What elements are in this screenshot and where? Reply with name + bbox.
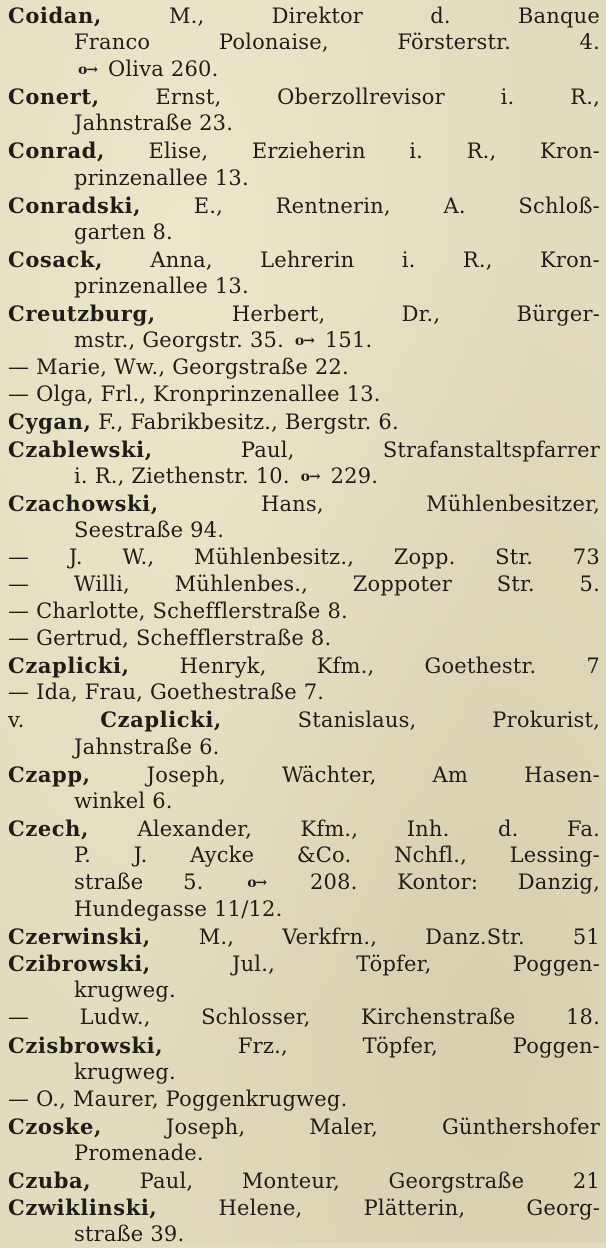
- entry-word: Jahnstraße: [74, 111, 193, 136]
- entry-word: Kfm.,: [300, 816, 359, 841]
- entry-word: A.: [443, 193, 466, 218]
- entry-surname: Czisbrowski,: [8, 1032, 164, 1058]
- entry-word: Anna,: [150, 247, 213, 272]
- entry-line: [8, 815, 600, 842]
- telephone-icon: o→: [294, 333, 314, 350]
- entry-word: Hundegasse: [74, 897, 208, 922]
- entry-line: [8, 706, 600, 733]
- entry-word: 8.: [310, 626, 332, 651]
- entry-word: Herbert,: [231, 302, 326, 327]
- entry-line: [8, 56, 600, 83]
- entry-word: Kron-: [539, 139, 600, 164]
- entry-word: Str.: [495, 544, 534, 569]
- entry-line: [8, 2, 600, 29]
- entry-word: 4.: [579, 30, 600, 55]
- directory-entry: [8, 436, 600, 490]
- entry-line: [8, 679, 600, 706]
- directory-entry: [8, 490, 600, 544]
- entry-word: Inh.: [406, 816, 450, 841]
- entry-line: [8, 1004, 600, 1031]
- entry-word: —: [8, 382, 30, 407]
- entry-word: 260.: [170, 57, 219, 82]
- entry-word: Georg-: [526, 1196, 600, 1221]
- directory-entry: [8, 246, 600, 300]
- entry-word: Stanislaus,: [297, 708, 417, 733]
- entry-surname: Conert,: [8, 84, 100, 110]
- entry-word: Seestraße: [74, 517, 184, 542]
- entry-word: Bürger-: [516, 302, 600, 327]
- directory-entry: [8, 598, 600, 625]
- entry-word: Ida,: [36, 680, 78, 705]
- entry-word: d.: [498, 816, 519, 841]
- entry-word: Georgstraße: [388, 1169, 525, 1194]
- directory-entry: [8, 1086, 600, 1113]
- entry-word: Kron-: [539, 247, 600, 272]
- entry-word: Bergstr.: [284, 410, 372, 435]
- entry-word: 7: [586, 654, 600, 679]
- entry-word: 13.: [214, 165, 249, 190]
- entry-surname: Cygan,: [8, 409, 92, 435]
- directory-entry: [8, 950, 600, 1004]
- entry-line: [8, 1032, 600, 1059]
- entry-word: 51: [572, 925, 600, 950]
- entry-word: Hasen-: [524, 762, 600, 787]
- directory-entry: [8, 1167, 600, 1194]
- directory-entry: [8, 761, 600, 815]
- entry-word: Monteur,: [241, 1169, 340, 1194]
- entry-word: —: [8, 544, 30, 569]
- entry-word: Oberzollrevisor: [277, 85, 445, 110]
- entry-word: Charlotte,: [36, 599, 146, 624]
- entry-word: Schefflerstraße: [135, 626, 305, 651]
- entry-word: 8.: [152, 219, 173, 244]
- entry-word: Schloß-: [518, 193, 600, 218]
- entry-surname: Czibrowski,: [8, 951, 151, 977]
- entry-line: [8, 571, 600, 598]
- entry-word: Plätterin,: [363, 1196, 466, 1221]
- entry-line: [8, 490, 600, 517]
- entry-line: [8, 300, 600, 327]
- entry-line: [8, 381, 600, 408]
- entry-word: 13.: [346, 382, 381, 407]
- directory-entry: [8, 192, 600, 246]
- entry-word: Mühlenbesitzer,: [426, 491, 600, 516]
- entry-word: Maurer,: [72, 1086, 159, 1111]
- entry-line: [8, 734, 600, 761]
- entry-line: [8, 625, 600, 652]
- entry-word: i.: [500, 85, 515, 110]
- entry-word: Verkfrn.,: [282, 925, 378, 950]
- directory-entry: [8, 1194, 600, 1248]
- entry-word: R.,: [94, 463, 125, 488]
- entry-line: [8, 788, 600, 815]
- entry-line: [8, 29, 600, 56]
- entry-word: i.: [74, 463, 88, 488]
- entry-word: Poggen-: [512, 952, 600, 977]
- telephone-icon: o→: [247, 875, 267, 891]
- entry-word: 6.: [152, 788, 173, 813]
- entry-surname: Czerwinski,: [8, 924, 151, 950]
- entry-word: J.: [68, 544, 83, 569]
- entry-line: [8, 1113, 600, 1140]
- entry-word: i.: [409, 139, 424, 164]
- entry-line: [8, 110, 600, 137]
- entry-line: [8, 1167, 600, 1194]
- entry-word: Poggenkrugweg.: [165, 1086, 348, 1111]
- directory-entry: [8, 923, 600, 950]
- entry-word: Helene,: [218, 1196, 303, 1221]
- entry-word: Wächter,: [282, 762, 377, 787]
- entry-word: —: [8, 355, 30, 380]
- entry-line: [8, 192, 600, 219]
- entry-word: Jahnstraße: [74, 734, 193, 759]
- entry-surname: Czaplicki,: [100, 707, 222, 733]
- entry-line: [8, 354, 600, 381]
- entry-word: Henryk,: [179, 654, 267, 679]
- entry-word: F.,: [98, 410, 124, 435]
- entry-line: [8, 408, 600, 435]
- directory-entry: [8, 2, 600, 83]
- entry-word: Kronprinzenallee: [153, 382, 340, 407]
- entry-word: d.: [430, 4, 451, 28]
- entry-word: straße: [74, 870, 144, 894]
- entry-word: Georgstr.: [142, 328, 244, 353]
- entry-line: [8, 761, 600, 788]
- entry-word: P.: [74, 842, 91, 867]
- entry-line: [8, 246, 600, 273]
- entry-word: Willi,: [73, 571, 130, 596]
- directory-entry: [8, 300, 600, 354]
- entry-word: Dr.,: [401, 302, 441, 327]
- entry-word: Georgstraße: [172, 355, 308, 380]
- entry-word: krugweg.: [74, 978, 176, 1003]
- entry-line: [8, 436, 600, 463]
- entry-line: [8, 327, 600, 354]
- entry-line: [8, 273, 600, 300]
- entry-word: 22.: [314, 355, 349, 380]
- directory-entry: [8, 408, 600, 435]
- directory-entry: [8, 1004, 600, 1031]
- entry-word: mstr.,: [74, 328, 136, 353]
- entry-surname: Czaplicki,: [8, 653, 130, 679]
- entry-word: Frl.,: [100, 382, 147, 407]
- entry-word: Aycke: [190, 842, 255, 867]
- directory-entry: [8, 1113, 600, 1167]
- entry-word: Mühlenbes.,: [174, 571, 309, 596]
- entry-word: W.,: [122, 544, 155, 569]
- entry-word: Schefflerstraße: [152, 599, 321, 624]
- entry-line: [8, 1086, 600, 1113]
- entry-surname: Czuba,: [8, 1168, 92, 1194]
- entry-word: Försterstr.: [397, 30, 511, 55]
- entry-word: Gertrud,: [36, 626, 130, 651]
- entry-word: Maler,: [309, 1114, 378, 1139]
- entry-word: Elise,: [148, 139, 209, 164]
- entry-line: [8, 923, 600, 950]
- entry-word: Günthershofer: [441, 1114, 600, 1139]
- directory-entry: [8, 571, 600, 598]
- entry-line: [8, 544, 600, 571]
- entry-word: Joseph,: [165, 1114, 246, 1139]
- entry-word: Ww.,: [114, 355, 166, 380]
- entry-line: [8, 1194, 600, 1221]
- entry-word: O.,: [36, 1086, 67, 1111]
- entry-word: krugweg.: [74, 1059, 176, 1084]
- entry-word: Strafanstaltspfarrer: [382, 437, 600, 462]
- entry-word: Poggen-: [512, 1033, 600, 1058]
- entry-word: Prokurist,: [492, 708, 600, 733]
- entry-word: Kfm.,: [316, 654, 375, 679]
- entry-word: Rentnerin,: [275, 193, 391, 218]
- entry-word: 21: [572, 1169, 600, 1194]
- entry-word: 229.: [330, 463, 379, 488]
- entry-word: Am: [432, 762, 469, 787]
- entry-word: v.: [8, 708, 25, 733]
- directory-entry: [8, 706, 600, 760]
- entry-word: winkel: [74, 788, 146, 813]
- entry-word: Kontor:: [397, 870, 479, 894]
- entry-word: Schlosser,: [201, 1005, 311, 1030]
- entry-word: Franco: [74, 30, 151, 55]
- entry-word: 10.: [255, 463, 290, 488]
- entry-word: Hans,: [260, 491, 324, 516]
- entry-word: Danz.Str.: [425, 925, 525, 950]
- entry-word: Frau,: [84, 680, 144, 705]
- entry-word: Olga,: [36, 382, 94, 407]
- entry-surname: Czablewski,: [8, 436, 153, 462]
- entry-word: 6.: [199, 734, 220, 759]
- entry-word: —: [8, 680, 30, 705]
- entry-word: —: [8, 571, 30, 596]
- entry-word: garten: [74, 219, 146, 244]
- entry-word: J.: [133, 842, 148, 867]
- entry-surname: Czoske,: [8, 1113, 102, 1139]
- entry-word: Mühlenbesitz.,: [193, 544, 355, 569]
- directory-entry: [8, 815, 600, 923]
- directory-entry: [8, 381, 600, 408]
- entry-surname: Coidan,: [8, 3, 102, 28]
- entry-word: Alexander,: [137, 816, 252, 841]
- entry-line: [8, 463, 600, 490]
- entry-word: Promenade.: [74, 1140, 204, 1165]
- entry-word: i.: [401, 247, 416, 272]
- entry-surname: Czwiklinski,: [8, 1195, 158, 1221]
- entry-line: [8, 652, 600, 679]
- entry-word: 208.: [309, 870, 358, 894]
- entry-line: [8, 83, 600, 110]
- entry-word: R.,: [570, 85, 600, 110]
- entry-line: [8, 842, 600, 869]
- directory-entry: [8, 83, 600, 137]
- entry-word: 11/12.: [214, 897, 283, 922]
- directory-entry: [8, 625, 600, 652]
- entry-word: Marie,: [36, 355, 108, 380]
- entry-word: Str.: [496, 571, 535, 596]
- entry-word: Töpfer,: [362, 1033, 438, 1058]
- entry-word: 18.: [565, 1005, 600, 1030]
- entry-word: 151.: [324, 328, 373, 353]
- entry-word: Nchfl.,: [394, 842, 467, 867]
- entry-word: Zopp.: [393, 544, 456, 569]
- entry-word: 6.: [378, 410, 399, 435]
- entry-word: Danzig,: [517, 870, 600, 894]
- entry-word: E.,: [193, 193, 223, 218]
- entry-word: 35.: [249, 328, 284, 353]
- entry-word: M.,: [168, 4, 205, 28]
- entry-word: 94.: [190, 517, 225, 542]
- entry-surname: Conrad,: [8, 138, 105, 164]
- entry-word: Goethestr.: [424, 654, 537, 679]
- entry-word: 5.: [183, 870, 204, 894]
- entry-line: [8, 1140, 600, 1167]
- entry-surname: Czech,: [8, 815, 89, 841]
- entry-line: [8, 517, 600, 544]
- directory-entries: [8, 2, 600, 1248]
- entry-word: Erzieherin: [251, 139, 366, 164]
- entry-word: 23.: [199, 111, 234, 136]
- entry-word: 13.: [214, 273, 249, 298]
- entry-word: 5.: [579, 571, 600, 596]
- entry-line: [8, 165, 600, 192]
- entry-word: 7.: [303, 680, 325, 705]
- entry-word: Paul,: [139, 1169, 194, 1194]
- entry-surname: Cosack,: [8, 246, 103, 272]
- entry-word: R.,: [462, 247, 493, 272]
- entry-word: Ziethenstr.: [131, 463, 249, 488]
- entry-word: 8.: [327, 599, 348, 624]
- entry-surname: Conradski,: [8, 192, 142, 218]
- entry-word: Jul.,: [231, 952, 275, 977]
- entry-surname: Creutzburg,: [8, 301, 156, 327]
- entry-word: Töpfer,: [356, 952, 432, 977]
- entry-word: Polonaise,: [218, 30, 329, 55]
- entry-word: Goethestraße: [149, 680, 297, 705]
- entry-word: —: [8, 626, 30, 651]
- entry-word: Lessing-: [509, 842, 600, 867]
- entry-word: Joseph,: [146, 762, 226, 787]
- entry-word: Ernst,: [155, 85, 222, 110]
- entry-line: [8, 1221, 600, 1248]
- entry-word: Ludw.,: [79, 1005, 151, 1030]
- entry-word: Fabrikbesitz.,: [130, 410, 279, 435]
- entry-word: prinzenallee: [74, 165, 208, 190]
- entry-line: [8, 896, 600, 923]
- entry-word: prinzenallee: [74, 273, 208, 298]
- entry-word: Frz.,: [237, 1033, 288, 1058]
- entry-word: Lehrerin: [260, 247, 355, 272]
- entry-word: Paul,: [240, 437, 295, 462]
- entry-line: [8, 137, 600, 164]
- entry-line: [8, 598, 600, 625]
- entry-line: [8, 1059, 600, 1086]
- entry-word: M.,: [198, 925, 235, 950]
- directory-entry: [8, 544, 600, 571]
- entry-line: [8, 950, 600, 977]
- entry-surname: Czapp,: [8, 761, 91, 787]
- entry-word: &Co.: [296, 842, 352, 867]
- directory-entry: [8, 1032, 600, 1086]
- directory-entry: [8, 354, 600, 381]
- entry-word: —: [8, 599, 30, 624]
- entry-word: Zoppoter: [352, 571, 453, 596]
- entry-line: [8, 219, 600, 246]
- telephone-icon: o→: [78, 62, 98, 79]
- entry-word: 73: [572, 544, 600, 569]
- entry-line: [8, 977, 600, 1004]
- directory-entry: [8, 137, 600, 191]
- entry-word: Banque: [517, 4, 600, 28]
- entry-word: Kirchenstraße: [360, 1005, 516, 1030]
- entry-word: Oliva: [107, 57, 165, 82]
- telephone-icon: o→: [300, 468, 320, 485]
- entry-word: Direktor: [271, 4, 364, 28]
- entry-word: —: [8, 1005, 30, 1030]
- directory-entry: [8, 679, 600, 706]
- entry-word: —: [8, 1086, 30, 1111]
- entry-word: Fa.: [567, 816, 600, 841]
- entry-word: R.,: [466, 139, 497, 164]
- entry-surname: Czachowski,: [8, 490, 159, 516]
- entry-line: [8, 869, 600, 896]
- entry-word: straße: [74, 1222, 144, 1247]
- entry-word: 39.: [150, 1222, 185, 1247]
- directory-entry: [8, 652, 600, 679]
